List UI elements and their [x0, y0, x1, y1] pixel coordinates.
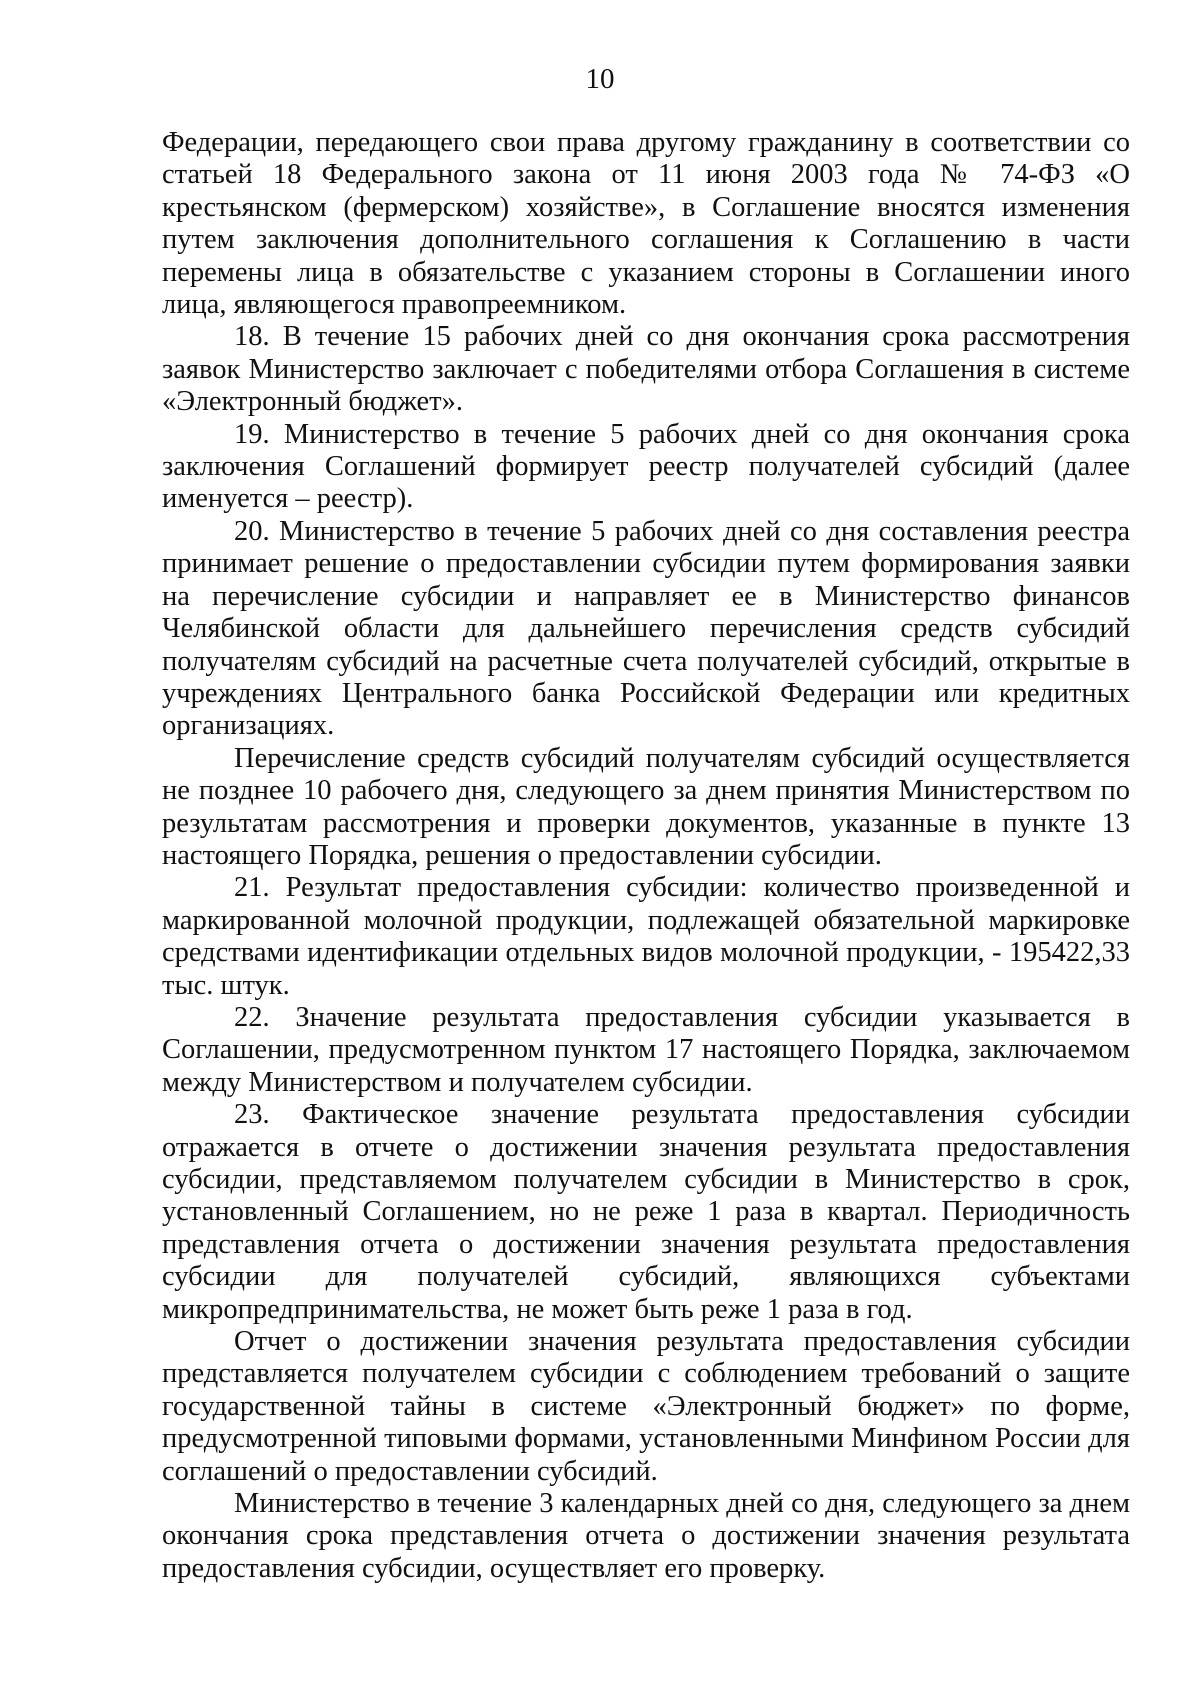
paragraph-item-19: 19. Министерство в течение 5 рабочих дней со дня окончания срока заключения Соглашений формирует реестр получателей субсидий (далее именуется – реестр).: [162, 418, 1130, 515]
paragraph-item-22: 22. Значение результата предоставления субсидии указывается в Соглашении, предусмотренном пунктом 17 настоящего Порядка, заключаемом между Министерством и получателем субсидии.: [162, 1001, 1130, 1098]
paragraph-item-23: 23. Фактическое значение результата предоставления субсидии отражается в отчете о достижении значения результата предоставления субсидии, представляемом получателем субсидии в Министерство в срок, установленный Соглашением, но не реже 1 раза в квартал. Периодичность представления отчета о достижении значения результата предоставления субсидии для получателей субсидий, являющихся субъектами микропредпринимательства, не может быть реже 1 раза в год.: [162, 1099, 1130, 1325]
paragraph-continuation: Федерации, передающего свои права другому гражданину в соответствии со статьей 18 Федерального закона от 11 июня 2003 года № 74-ФЗ «О крестьянском (фермерском) хозяйстве», в Соглашение вносятся изменения путем заключения дополнительного соглашения к Соглашению в части перемены лица в обязательстве с указанием стороны в Соглашении иного лица, являющегося правопреемником.: [162, 127, 1130, 321]
page-number: 10: [585, 63, 615, 95]
paragraph-item-20: 20. Министерство в течение 5 рабочих дней со дня составления реестра принимает решение о предоставлении субсидии путем формирования заявки на перечисление субсидии и направляет ее в Министерство финансов Челябинской области для дальнейшего перечисления средств субсидий получателям субсидий на расчетные счета получателей субсидий, открытые в учреждениях Центрального банка Российской Федерации или кредитных организациях.: [162, 515, 1130, 742]
paragraph-report-submission: Отчет о достижении значения результата предоставления субсидии представляется получателем субсидии с соблюдением требований о защите государственной тайны в системе «Электронный бюджет» по форме, предусмотренной типовыми формами, установленными Минфином России для соглашений о предоставлении субсидий.: [162, 1326, 1130, 1487]
paragraph-transfer-terms: Перечисление средств субсидий получателям субсидий осуществляется не позднее 10 рабочего дня, следующего за днем принятия Министерством по результатам рассмотрения и проверки документов, указанные в пункте 13 настоящего Порядка, решения о предоставлении субсидии.: [162, 742, 1130, 871]
paragraph-report-check: Министерство в течение 3 календарных дней со дня, следующего за днем окончания срока представления отчета о достижении значения результата предоставления субсидии, осуществляет его проверку.: [162, 1488, 1130, 1584]
paragraph-item-18: 18. В течение 15 рабочих дней со дня окончания срока рассмотрения заявок Министерство заключает с победителями отбора Соглашения в системе «Электронный бюджет».: [162, 321, 1130, 418]
document-body: [162, 127, 1130, 1585]
paragraph-item-21: 21. Результат предоставления субсидии: количество произведенной и маркированной молочной продукции, подлежащей обязательной маркировке средствами идентификации отдельных видов молочной продукции, - 195422,33 тыс. штук.: [162, 872, 1130, 1001]
